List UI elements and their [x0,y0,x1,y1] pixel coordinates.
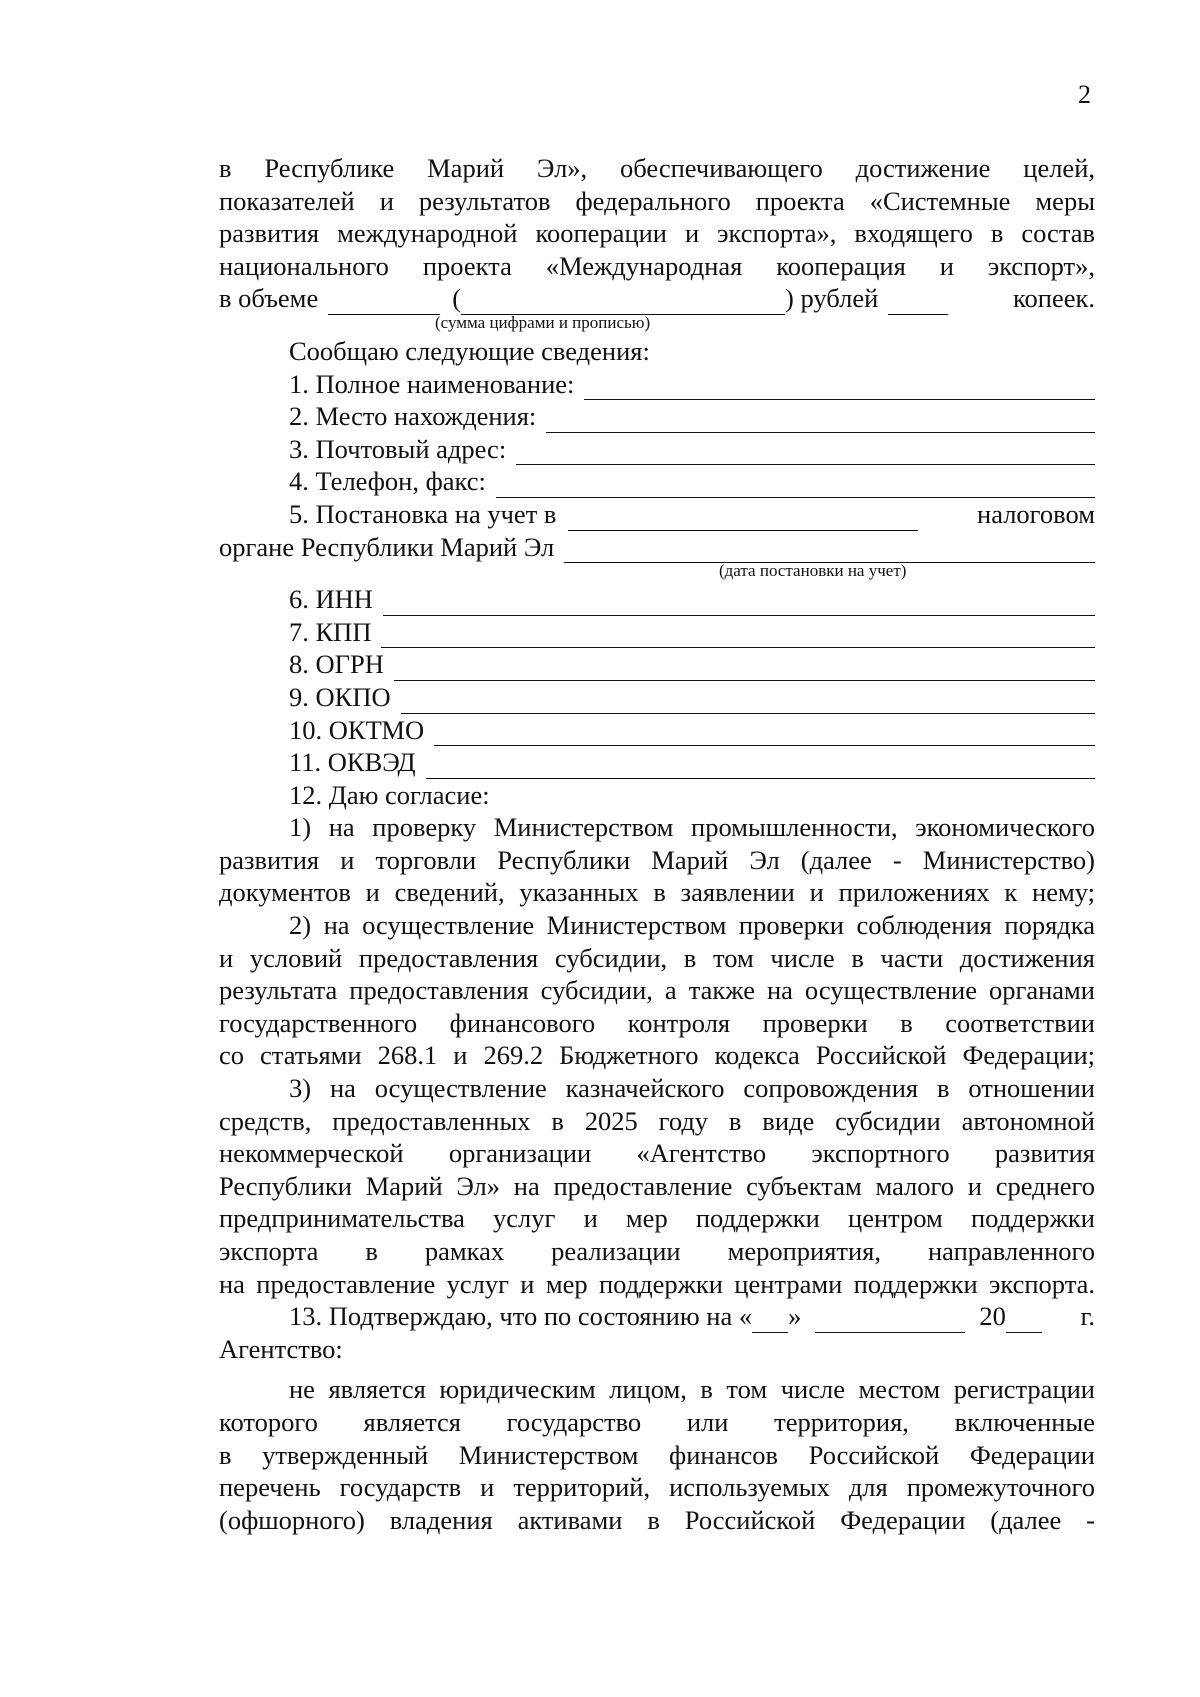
intro-line-3: развития международной кооперации и экспорта», входящего в состав [219,218,1095,249]
field-postal-address-label: 3. Почтовый адрес: [289,433,507,464]
consent-3-line-6: экспорта в рамках реализации мероприятия, направленного [219,1236,1095,1266]
field-tax-date-blank[interactable] [564,538,1095,563]
kopeks-label: копеек. [1013,283,1095,314]
field-phone-fax-blank[interactable] [496,473,1095,498]
field-tax-registration-label: 5. Постановка на учет в [289,498,557,529]
consent-3-line-1: 3) на осуществление казначейского сопровождения в отношении [289,1073,1095,1104]
field-ogrn-blank[interactable] [394,656,1095,681]
consent-1-line-2: развития и торговли Республики Марий Эл (далее - Министерство) [219,844,1095,875]
amount-words-blank[interactable] [461,290,785,315]
field-tax-date-label: органе Республики Марий Эл [219,531,555,562]
final-line-5: (офшорного) владения активами в Российской Федерации (далее - [219,1504,1095,1535]
field-location [219,400,1095,433]
field-tax-registration-suffix: налоговом [977,498,1095,529]
amount-line [219,282,1095,315]
field-okved-label: 11. ОКВЭД [289,747,416,778]
field-kpp-blank[interactable] [381,623,1095,648]
intro-line-4: национального проекта «Международная кооперация и экспорт», [219,250,1095,281]
amount-digits-blank[interactable] [328,290,440,315]
amount-caption: (сумма цифрами и прописью) [435,312,651,332]
confirm-year-prefix: 20 [979,1301,1006,1332]
consent-1-line-3: документов и сведений, указанных в заявлении и приложениях к нему; [219,877,1095,908]
field-full-name [219,368,1095,401]
confirm-day-blank[interactable] [752,1308,788,1333]
consent-1-line-1: 1) на проверку Министерством промышленности, экономического [289,812,1095,843]
field-location-label: 2. Место нахождения: [289,401,537,432]
field-inn-blank[interactable] [383,591,1095,616]
field-okpo [219,681,1095,714]
field-location-blank[interactable] [546,408,1095,433]
kopeks-blank[interactable] [888,290,948,315]
intro-line-2: показателей и результатов федерального проекта «Системные меры [219,185,1095,216]
consent-3-line-4: Республики Марий Эл» на предоставление субъектам малого и среднего [219,1170,1095,1201]
field-kpp [219,616,1095,649]
field-phone-fax [219,465,1095,498]
consent-3-line-5: предпринимательства услуг и мер поддержки центром поддержки [219,1203,1095,1234]
amount-paren-close: ) рублей [785,283,879,314]
field-tax-date [219,531,1095,564]
consent-2-line-2: и условий предоставления субсидии, в том числе в части достижения [219,942,1095,973]
confirm-year-suffix: г. [1080,1301,1095,1332]
agency-label: Агентство: [219,1333,343,1364]
field-full-name-label: 1. Полное наименование: [289,368,575,399]
field-ogrn-label: 8. ОГРН [289,649,384,680]
field-postal-address [219,433,1095,466]
field-okpo-label: 9. ОКПО [289,681,391,712]
confirm-line [219,1300,1095,1333]
amount-label: в объеме [219,283,319,314]
consent-3-line-3: некоммерческой организации «Агентство экспортного развития [219,1138,1095,1169]
final-line-3: в утвержденный Министерством финансов Российской Федерации [219,1439,1095,1470]
amount-paren-open: ( [452,283,462,314]
intro-line-1: в Республике Марий Эл», обеспечивающего достижение целей, [219,153,1095,183]
confirm-month-blank[interactable] [815,1308,965,1333]
field-okpo-blank[interactable] [401,689,1095,714]
confirm-year-blank[interactable] [1006,1308,1042,1333]
field-kpp-label: 7. КПП [289,616,372,647]
final-line-2: которого является государство или территория, включенные [219,1406,1095,1437]
field-oktmo-label: 10. ОКТМО [289,714,425,745]
field-okved [219,746,1095,779]
info-heading: Сообщаю следующие сведения: [289,335,650,366]
field-okved-blank[interactable] [426,754,1095,779]
page-number: 2 [1078,80,1091,109]
field-tax-authority-blank[interactable] [568,506,918,531]
consent-2-line-5: со статьями 268.1 и 269.2 Бюджетного кодекса Российской Федерации; [219,1040,1095,1071]
consent-3-line-2: средств, предоставленных в 2025 году в виде субсидии автономной [219,1105,1095,1136]
field-oktmo-blank[interactable] [434,721,1095,746]
final-line-4: перечень государств и территорий, используемых для промежуточного [219,1472,1095,1503]
field-phone-fax-label: 4. Телефон, факс: [289,466,486,497]
field-oktmo [219,714,1095,747]
document-body [219,152,1095,1536]
tax-date-caption-row [219,563,1095,583]
field-inn-label: 6. ИНН [289,584,373,615]
consent-2-line-1: 2) на осуществление Министерством проверки соблюдения порядка [289,910,1095,941]
confirm-label: 13. Подтверждаю, что по состоянию на « [289,1301,753,1332]
field-tax-registration [219,498,1095,531]
field-inn [219,583,1095,616]
amount-caption-row [219,312,1095,335]
consent-heading: 12. Даю согласие: [289,779,490,810]
field-ogrn [219,648,1095,681]
consent-2-line-4: государственного финансового контроля проверки в соответствии [219,1007,1095,1038]
tax-date-caption: (дата постановки на учет) [719,561,907,581]
consent-3-line-7: на предоставление услуг и мер поддержки центрами поддержки экспорта. [219,1268,1095,1299]
final-line-1: не является юридическим лицом, в том числе местом регистрации [289,1374,1095,1405]
confirm-quote-close: » [788,1301,802,1332]
field-full-name-blank[interactable] [584,375,1095,400]
consent-2-line-3: результата предоставления субсидии, а также на осуществление органами [219,975,1095,1006]
field-postal-address-blank[interactable] [516,440,1095,465]
